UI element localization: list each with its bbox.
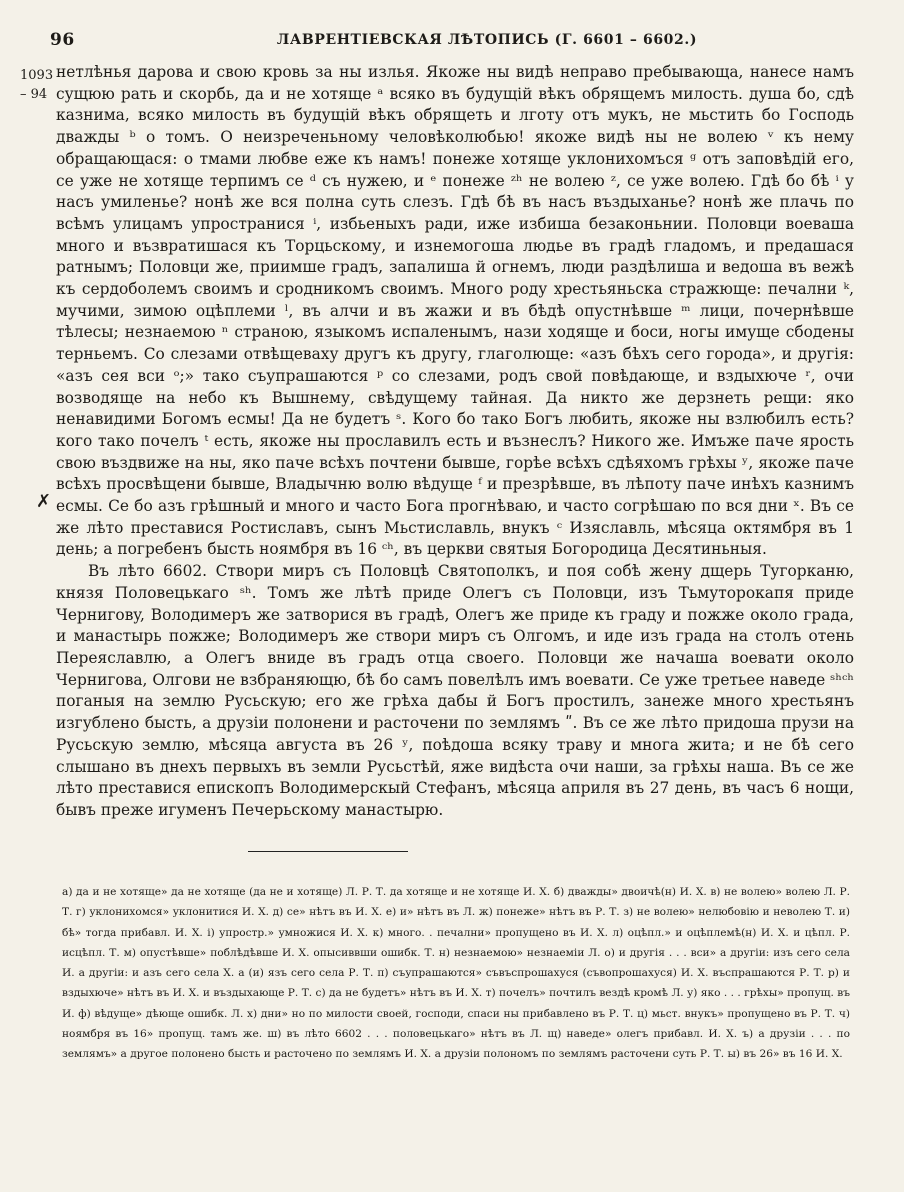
chronicle-text <box>56 62 854 822</box>
margin-year-note <box>20 66 52 104</box>
footnotes: а) да и не хотяще» да не хотяще (да не и хотяще) Л. Р. Т. да хотяще и не хотяще И. Х. б) дважды» двоичѣ(н) И. Х. в) не волею» волею Л. Р. Т. г) уклонихомся» уклонитися И. Х. д) се» нѣтъ въ И. Х. е) и» нѣтъ въ Л. ж) понеже» нѣтъ въ Р. Т. з) не волею» нелюбовію и неволею Т. и) бѣ» тогда прибавл. И. Х. і) упростр.» умножися И. Х. к) много. . печални» пропущено въ И. Х. л) оцѣпл.» и оцѣплемѣ(н) И. Х. и цѣпл. Р. исцѣпл. Т. м) опустѣвше» поблѣдѣвше И. Х. опысиввши ошибк. Т. н) незнаемою» незнаеміи Л. о) и другія . . . вси» а другіи: изъ сего села И. а другіи: и азъ сего села Х. а (и) язъ сего села Р. Т. п) съупрашаются» съвъспрошахуся (съвопрошахуся) И. Х. въспрашаются Р. Т. р) и вздыхюче» нѣтъ въ И. Х. и въздыхающе Р. Т. с) да не будетъ» нѣтъ въ И. Х. т) почелъ» почтилъ вездѣ кромѣ Л. у) яко . . . грѣхы» пропущ. въ И. ф) вѣдуще» дѣюще ошибк. Л. х) дни» но по милости своей, господи, спаси ны прибавлено въ Р. Т. ц) мьст. внукъ» пропущено въ Р. Т. ч) ноямбря въ 16» пропущ. тамъ же. ш) въ лѣто 6602 . . . половецькаго» нѣтъ въ Л. щ) наведе» олегъ прибавл. И. Х. ъ) а друзіи . . . по землямъ» а другое полонено бысть и расточено по землямъ И. Х. а друзіи полономъ по землямъ расточени суть Р. Т. ы) въ 26» въ 16 И. Х. <box>62 886 850 1061</box>
footnote-separator <box>248 851 408 852</box>
margin-year-top: 1093 <box>20 68 54 83</box>
page-number: 96 <box>50 30 75 50</box>
paragraph-year-6602: Въ лѣто 6602. Створи миръ съ Половцѣ Святополкъ, и поя собѣ жену дщерь Тугорканю, князя Половецькаго ˢʰ. Томъ же лѣтѣ приде Олегъ съ Половци, изъ Тьмуторокапя приде Черниговy, Володимеръ же затворися въ градѣ, Олегъ же приде къ граду и пожже около града, и манастырь пожже; Володимеръ же створи миръ съ Олгомъ, и иде изъ града на столъ отень Переяславлю, а Олегъ вниде въ градъ отца своего. Половци же начаша воевати около Чернигова, Олгови не взбраняющю, бѣ бо самъ повелѣлъ имъ воевати. Се уже третьее наведе ˢʰᶜʰ поганыя на землю Русьскую; его же грѣха дабы й Богъ простилъ, занеже много хрестьянъ изгублено бысть, а друзіи полонени и расточени по землямъ ʺ. Въ се же лѣто придоша прузи на Русьскую землю, мѣсяца августа въ 26 ʸ, поѣдоша всяку траву и многа жита; и не бѣ сего слышано въ днехъ первыхъ въ земли Русьстѣй, яже видѣста очи наши, за грѣхы наша. Въ се же лѣто преставися епископъ Володимерскый Стефанъ, мѣсяца априля въ 27 день, въ часъ 6 нощи, бывъ преже игуменъ Печерьскому манастырю. <box>56 562 854 819</box>
margin-year-bottom: – 94 <box>20 87 48 102</box>
paragraph-year-6601: нетлѣнья дарова и свою кровь за ны излья. Якоже ны видѣ неправо пребывающа, нанесе намъ сущюю рать и скорбь, да и не хотяще ᵃ всяко въ будущій вѣкъ обрящемъ милость. душа бо, сдѣ казнима, всяко милость въ будущій вѣкъ обрящеть и лготу отъ мукъ, не мьстить бо Господь дважды ᵇ о томъ. О неизреченьному человѣколюбью! якоже видѣ ны не волею ᵛ къ нему обращающася: о тмами любве еже къ намъ! понеже хотяще уклонихомъся ᵍ отъ заповѣдій его, се уже не хотяще терпимъ се ᵈ съ нужею, и ᵉ понеже ᶻʰ не волею ᶻ, се уже волею. Гдѣ бо бѣ ⁱ у насъ умиленье? нонѣ же вся полна суть слезъ. Гдѣ бѣ въ насъ въздыханье? нонѣ же плачь по всѣмъ улицамъ упространися ⁱ, избьеныхъ ради, иже избиша безаконьнии. Половци воеваша много и възвратишася къ Торцьскому, и изнемогоша людье въ градѣ гладомъ, и предашася ратнымъ; Половци же, приимше градъ, запалиша й огнемъ, люди раздѣлиша и ведоша въ вежѣ къ сердоболемъ своимъ и сродникомъ своимъ. Много роду хрестьяньска стражюще: печални ᵏ, мучими, зимою оцѣплеми ˡ, въ алчи и въ жажи и въ бѣдѣ опустнѣвше ᵐ лици, почернѣвше тѣлесы; незнаемою ⁿ страною, языкомъ испаленымъ, нази ходяще и боси, ногы имуще сбодены терньемъ. Со слезами отвѣщеваху другъ къ другу, глаголюще: «азъ бѣхъ сего города», и другія: «азъ сея вси ᵒ;» тако съупрашаются ᵖ со слезами, родъ свой повѣдающе, и вздыхюче ʳ, очи возводяще на небо къ Вышнему, свѣдущему тайная. Да никто же дерзнеть рещи: яко ненавидими Богомъ есмы! Да не будетъ ˢ. Кого бо тако Богъ любить, якоже ны взлюбилъ есть? кого тако почелъ ᵗ есть, якоже ны прославилъ есть и възнеслъ? Никого же. Имъже паче ярость свою въздвиже на ны, яко паче всѣхъ почтени бывше, горѣе всѣхъ сдѣяхомъ грѣхы ʸ, якоже паче всѣхъ просвѣщени бывше, Владычню волю вѣдуще ᶠ и презрѣвше, въ лѣпоту паче инѣхъ казнимъ есмы. Се бо азъ грѣшный и много и часто Бога прогнѣваю, и часто согрѣшаю по вся дни ˣ. Въ се же лѣто преставися Ростиславъ, сынъ Мьстиславль, внукъ ᶜ Изяславль, мѣсяца октямбря въ 1 день; а погребенъ бысть ноямбря въ 16 ᶜʰ, въ церкви святыя Богородица Десятиньныя. <box>56 63 854 559</box>
running-title: ЛАВРЕНТІЕВСКАЯ ЛѢТОПИСЬ (Г. 6601 – 6602.) <box>276 32 698 48</box>
margin-cross-mark: ✗ <box>36 491 52 512</box>
page-header <box>50 30 854 52</box>
